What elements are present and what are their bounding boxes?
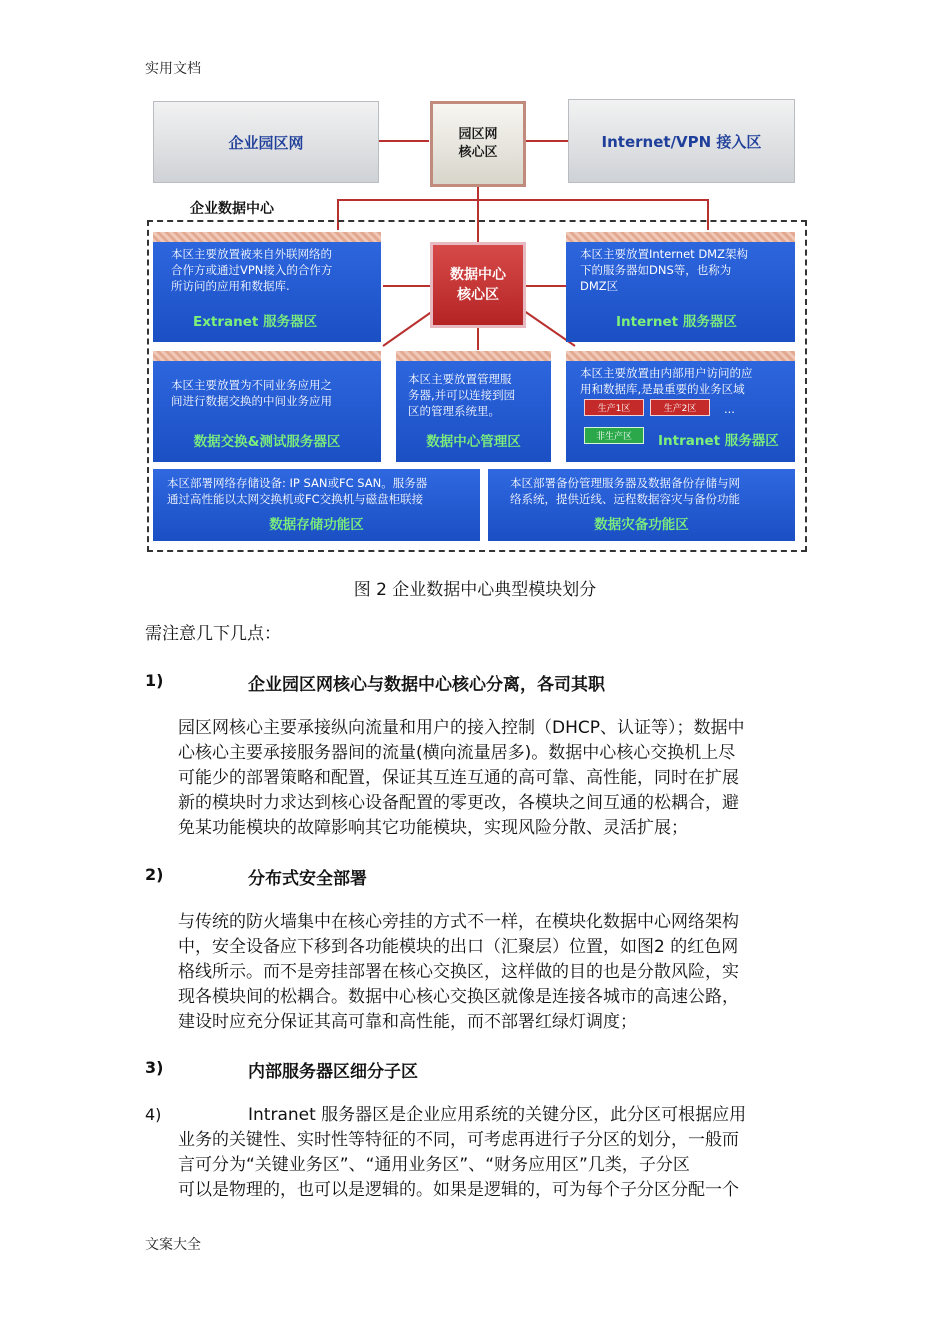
dc-core-box xyxy=(430,242,526,328)
point-3-heading: 内部服务器区细分子区 xyxy=(248,1062,418,1082)
exchange-zone xyxy=(153,351,381,462)
subzone-prod1: 生产1区 xyxy=(584,399,644,416)
point-2-heading: 分布式安全部署 xyxy=(248,869,367,889)
extranet-zone xyxy=(153,232,381,342)
internet-zone-desc-3: DMZ区 xyxy=(580,279,619,293)
point-2-body xyxy=(178,910,810,1035)
campus-core-label-1: 园区网 xyxy=(458,127,498,142)
campus-network-box xyxy=(153,101,379,183)
campus-core-label-2: 核心区 xyxy=(458,145,498,160)
storage-title: 数据存储功能区 xyxy=(269,517,364,533)
point-4-line: 业务的关键性、实时性等特征的不同，可考虑再进行子分区的划分，一般而 xyxy=(178,1130,739,1150)
point-2-line: 中，安全设备应下移到各功能模块的出口（汇聚层）位置，如图2 的红色网 xyxy=(178,937,739,957)
internet-vpn-box xyxy=(568,99,795,183)
internet-zone-desc-1: 本区主要放置Internet DMZ架构 xyxy=(580,247,748,261)
exchange-title: 数据交换&测试服务器区 xyxy=(193,434,341,450)
campus-network-label: 企业园区网 xyxy=(228,133,304,152)
management-desc-3: 区的管理系统里。 xyxy=(408,404,500,418)
point-2-line: 格线所示。而不是旁挂部署在核心交换区，这样做的目的也是分散风险，实 xyxy=(178,962,739,982)
point-4-line: 可以是物理的，也可以是逻辑的。如果是逻辑的，可为每个子分区分配一个 xyxy=(178,1180,739,1200)
extranet-title: Extranet 服务器区 xyxy=(193,314,318,330)
point-1-heading: 企业园区网核心与数据中心核心分离，各司其职 xyxy=(248,675,605,695)
point-1-line: 免某功能模块的故障影响其它功能模块，实现风险分散、灵活扩展； xyxy=(178,818,688,838)
storage-desc-1: 本区部署网络存储设备: IP SAN或FC SAN。服务器 xyxy=(167,476,428,490)
point-4-body xyxy=(178,1103,810,1203)
point-2-number: 2) xyxy=(145,865,164,884)
extranet-desc-1: 本区主要放置被来自外联网络的 xyxy=(171,247,332,261)
management-title: 数据中心管理区 xyxy=(426,434,521,450)
backup-title: 数据灾备功能区 xyxy=(594,517,689,533)
point-2-line: 与传统的防火墙集中在核心旁挂的方式不一样，在模块化数据中心网络架构 xyxy=(178,912,739,932)
point-2-line: 现各模块间的松耦合。数据中心核心交换区就像是连接各城市的高速公路， xyxy=(178,987,739,1007)
internet-zone xyxy=(566,232,795,342)
datacenter-diagram xyxy=(145,96,810,556)
intranet-zone xyxy=(566,351,795,462)
exchange-desc-1: 本区主要放置为不同业务应用之 xyxy=(171,378,332,392)
subzone-prod2: 生产2区 xyxy=(650,399,710,416)
subzone-ellipsis: ... xyxy=(724,402,735,416)
point-4-line: 言可分为“关键业务区”、“通用业务区”、“财务应用区”几类，子分区 xyxy=(178,1155,690,1175)
point-1-line: 园区网核心主要承接纵向流量和用户的接入控制（DHCP、认证等）；数据中 xyxy=(178,718,745,738)
intranet-desc-1: 本区主要放置由内部用户访问的应 xyxy=(580,366,753,380)
backup-desc-1: 本区部署备份管理服务器及数据备份存储与网 xyxy=(510,476,740,490)
internet-vpn-label: Internet/VPN 接入区 xyxy=(601,132,762,151)
point-1-number: 1) xyxy=(145,671,164,690)
zone-stripe xyxy=(153,351,381,361)
dc-core-label-2: 核心区 xyxy=(457,287,499,303)
dc-label: 企业数据中心 xyxy=(190,201,274,217)
page-header: 实用文档 xyxy=(145,61,201,77)
intranet-desc-2: 用和数据库,是最重要的业务区域 xyxy=(580,382,745,396)
management-zone xyxy=(396,351,551,462)
point-4-number: 4) xyxy=(145,1105,162,1124)
dc-core-label-1: 数据中心 xyxy=(450,267,506,283)
campus-core-box xyxy=(430,101,526,187)
zone-stripe xyxy=(566,232,795,242)
management-desc-1: 本区主要放置管理服 xyxy=(408,372,512,386)
internet-zone-title: Internet 服务器区 xyxy=(616,314,737,330)
backup-desc-2: 络系统，提供近线、远程数据容灾与备份功能 xyxy=(510,492,740,506)
figure-caption: 图 2 企业数据中心典型模块划分 xyxy=(353,580,597,600)
point-3-number: 3) xyxy=(145,1058,164,1077)
extranet-desc-3: 所访问的应用和数据库. xyxy=(171,279,290,293)
exchange-desc-2: 间进行数据交换的中间业务应用 xyxy=(171,394,332,408)
subzone-nonprod: 非生产区 xyxy=(584,427,644,444)
extranet-desc-2: 合作方或通过VPN接入的合作方 xyxy=(171,263,333,277)
point-2-line: 建设时应充分保证其高可靠和高性能，而不部署红绿灯调度； xyxy=(178,1012,637,1032)
management-desc-2: 务器,并可以连接到园 xyxy=(408,388,516,402)
internet-zone-desc-2: 下的服务器如DNS等，也称为 xyxy=(580,263,732,277)
point-1-line: 可能少的部署策略和配置，保证其互连互通的高可靠、高性能，同时在扩展 xyxy=(178,768,739,788)
point-1-line: 心核心主要承接服务器间的流量(横向流量居多)。数据中心核心交换机上尽 xyxy=(178,743,736,763)
point-4-line: Intranet 服务器区是企业应用系统的关键分区，此分区可根据应用 xyxy=(248,1105,747,1125)
backup-zone xyxy=(488,469,795,541)
point-1-body xyxy=(178,716,810,841)
storage-desc-2: 通过高性能以太网交换机或FC交换机与磁盘柜联接 xyxy=(167,492,424,506)
page-footer: 文案大全 xyxy=(145,1237,201,1253)
intranet-title: Intranet 服务器区 xyxy=(658,433,779,449)
point-1-line: 新的模块时力求达到核心设备配置的零更改，各模块之间互通的松耦合，避 xyxy=(178,793,739,813)
zone-stripe xyxy=(396,351,551,361)
zone-stripe xyxy=(566,351,795,361)
zone-stripe xyxy=(153,232,381,242)
intro-text: 需注意几下几点： xyxy=(145,624,281,644)
storage-zone xyxy=(153,469,480,541)
